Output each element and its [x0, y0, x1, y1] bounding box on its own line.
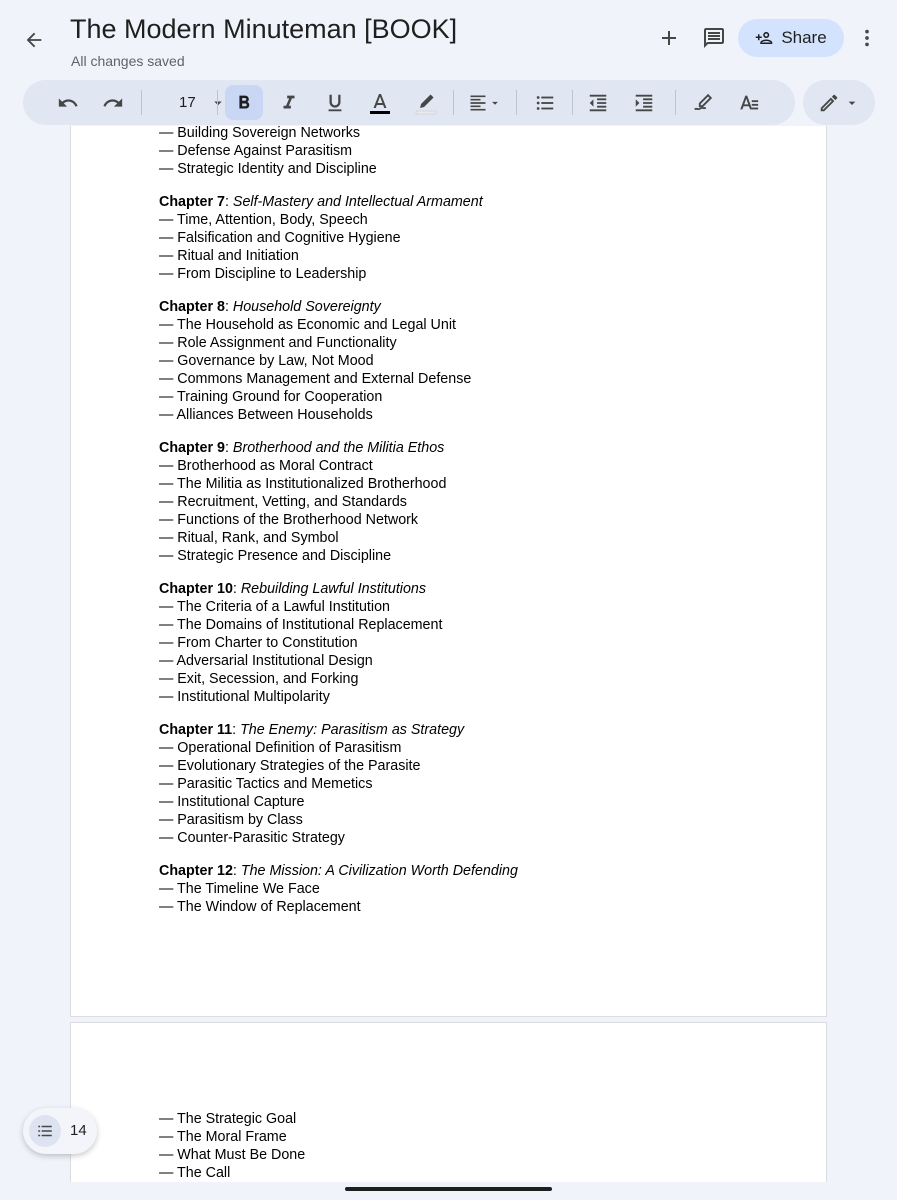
document-page[interactable]	[70, 1022, 827, 1182]
chapter-heading[interactable]: Chapter 7: Self-Mastery and Intellectual Armament	[159, 194, 483, 210]
chapter-title: Self-Mastery and Intellectual Armament	[232, 194, 483, 210]
increase-indent-icon	[633, 92, 655, 114]
list-item[interactable]: — Evolutionary Strategies of the Parasite	[159, 758, 421, 774]
align-dropdown[interactable]	[465, 85, 505, 120]
bulleted-list-button[interactable]	[527, 85, 563, 120]
text-format-icon	[738, 92, 760, 114]
list-item[interactable]: — Alliances Between Households	[159, 407, 373, 423]
list-item[interactable]: — Governance by Law, Not Mood	[159, 353, 374, 369]
chapter-title: The Enemy: Parasitism as Strategy	[240, 722, 465, 738]
chapter-number: Chapter 10	[159, 581, 233, 597]
list-item[interactable]: — The Window of Replacement	[159, 899, 361, 915]
bold-button[interactable]	[225, 85, 263, 120]
toolbar-divider	[453, 90, 454, 115]
list-item[interactable]: — Brotherhood as Moral Contract	[159, 458, 373, 474]
chapter-title: Brotherhood and the Militia Ethos	[232, 440, 445, 456]
chapter-title: The Mission: A Civilization Worth Defending	[240, 863, 518, 879]
list-item[interactable]: — Recruitment, Vetting, and Standards	[159, 494, 407, 510]
document-page[interactable]	[70, 126, 827, 1017]
outline-icon-wrapper	[29, 1115, 61, 1147]
chapter-heading[interactable]: Chapter 11: The Enemy: Parasitism as Strategy	[159, 722, 465, 738]
share-button[interactable]	[738, 19, 844, 57]
page-number: 14	[70, 1122, 87, 1139]
toolbar-divider	[572, 90, 573, 115]
list-item[interactable]: — Ritual and Initiation	[159, 248, 299, 264]
list-item[interactable]: — Falsification and Cognitive Hygiene	[159, 230, 401, 246]
redo-button[interactable]	[95, 85, 131, 120]
chapter-title: Household Sovereignty	[232, 299, 381, 315]
page-content[interactable]	[159, 1110, 305, 1182]
more-vertical-icon	[856, 27, 878, 49]
chapter-heading[interactable]: Chapter 8: Household Sovereignty	[159, 299, 381, 315]
chapter-number: Chapter 8	[159, 299, 225, 315]
decrease-indent-button[interactable]	[580, 85, 616, 120]
list-item[interactable]: — Operational Definition of Parasitism	[159, 740, 402, 756]
plus-icon	[657, 26, 681, 50]
bulleted-list-icon	[534, 92, 556, 114]
share-label: Share	[781, 28, 827, 47]
app-header	[0, 0, 897, 80]
text-format-button[interactable]	[731, 85, 767, 120]
undo-icon	[57, 92, 79, 114]
chapter-number: Chapter 9	[159, 440, 225, 456]
list-item[interactable]: — From Charter to Constitution	[159, 635, 358, 651]
pen-squiggle-icon	[692, 92, 714, 114]
chapter-title: Rebuilding Lawful Institutions	[240, 581, 427, 597]
page-content[interactable]	[159, 124, 518, 916]
font-size-dropdown[interactable]	[165, 85, 231, 120]
italic-icon	[278, 92, 300, 114]
increase-indent-button[interactable]	[626, 85, 662, 120]
formatting-toolbar	[23, 80, 795, 125]
text-color-button[interactable]	[362, 85, 398, 120]
redo-icon	[102, 92, 124, 114]
underline-button[interactable]	[317, 85, 353, 120]
list-item[interactable]: — Ritual, Rank, and Symbol	[159, 530, 339, 546]
chapter-heading[interactable]: Chapter 9: Brotherhood and the Militia Ethos	[159, 440, 445, 456]
chapter-heading[interactable]: Chapter 12: The Mission: A Civilization Worth Defending	[159, 863, 518, 879]
pencil-icon	[818, 92, 840, 114]
list-item[interactable]: — The Moral Frame	[159, 1129, 287, 1145]
decrease-indent-icon	[587, 92, 609, 114]
arrow-back-icon	[23, 29, 45, 51]
bold-icon	[233, 92, 255, 114]
list-item[interactable]: — Training Ground for Cooperation	[159, 389, 383, 405]
list-item[interactable]: — Defense Against Parasitism	[159, 143, 353, 159]
toolbar-divider	[217, 90, 218, 115]
align-left-icon	[468, 93, 488, 113]
list-item[interactable]: — What Must Be Done	[159, 1147, 306, 1163]
highlight-color-button[interactable]	[408, 85, 444, 120]
editing-tools-button[interactable]	[685, 85, 721, 120]
list-item[interactable]: — Parasitic Tactics and Memetics	[159, 776, 373, 792]
list-item[interactable]: — Institutional Capture	[159, 794, 305, 810]
list-item[interactable]: — Adversarial Institutional Design	[159, 653, 373, 669]
person-add-icon	[755, 29, 773, 47]
chapter-number: Chapter 11	[159, 722, 233, 738]
list-item[interactable]: — Commons Management and External Defense	[159, 371, 472, 387]
text-color-icon	[368, 91, 392, 115]
undo-button[interactable]	[50, 85, 86, 120]
list-item[interactable]: — Counter-Parasitic Strategy	[159, 830, 345, 846]
list-item[interactable]: — The Criteria of a Lawful Institution	[159, 599, 390, 615]
list-item[interactable]: — Functions of the Brotherhood Network	[159, 512, 419, 528]
italic-button[interactable]	[271, 85, 307, 120]
underline-icon	[324, 92, 346, 114]
comments-button[interactable]	[696, 20, 732, 56]
outline-button[interactable]	[23, 1108, 97, 1154]
chapter-number: Chapter 12	[159, 863, 233, 879]
list-item[interactable]: — Exit, Secession, and Forking	[159, 671, 359, 687]
list-item[interactable]: — Strategic Presence and Discipline	[159, 548, 392, 564]
highlighter-icon	[414, 91, 438, 115]
list-item[interactable]: — From Discipline to Leadership	[159, 266, 367, 282]
insert-button[interactable]	[651, 20, 687, 56]
list-item[interactable]: — Building Sovereign Networks	[159, 125, 361, 141]
toolbar-divider	[516, 90, 517, 115]
editing-mode-dropdown[interactable]	[803, 80, 875, 125]
save-status: All changes saved	[71, 53, 185, 69]
list-item[interactable]: — The Call	[159, 1165, 231, 1181]
more-options-button[interactable]	[849, 20, 885, 56]
list-item[interactable]: — Strategic Identity and Discipline	[159, 161, 377, 177]
chapter-heading[interactable]: Chapter 10: Rebuilding Lawful Institutions	[159, 581, 427, 597]
dropdown-arrow-icon	[488, 96, 502, 110]
dropdown-arrow-icon	[844, 95, 860, 111]
list-item[interactable]: — Institutional Multipolarity	[159, 689, 330, 705]
document-title[interactable]: The Modern Minuteman [BOOK]	[70, 14, 458, 44]
list-item[interactable]: — The Strategic Goal	[159, 1111, 297, 1127]
list-item[interactable]: — Time, Attention, Body, Speech	[159, 212, 368, 228]
comment-icon	[702, 26, 726, 50]
list-item[interactable]: — Parasitism by Class	[159, 812, 303, 828]
list-icon	[36, 1122, 54, 1140]
toolbar-divider	[141, 90, 142, 115]
font-size-value: 17	[179, 94, 196, 111]
list-item[interactable]: — The Timeline We Face	[159, 881, 320, 897]
chapter-number: Chapter 7	[159, 194, 225, 210]
back-button[interactable]	[16, 22, 52, 58]
list-item[interactable]: — The Domains of Institutional Replacement	[159, 617, 443, 633]
list-item[interactable]: — The Household as Economic and Legal Unit	[159, 317, 456, 333]
home-indicator[interactable]	[345, 1187, 552, 1191]
toolbar-divider	[675, 90, 676, 115]
list-item[interactable]: — The Militia as Institutionalized Brotherhood	[159, 476, 447, 492]
list-item[interactable]: — Role Assignment and Functionality	[159, 335, 397, 351]
